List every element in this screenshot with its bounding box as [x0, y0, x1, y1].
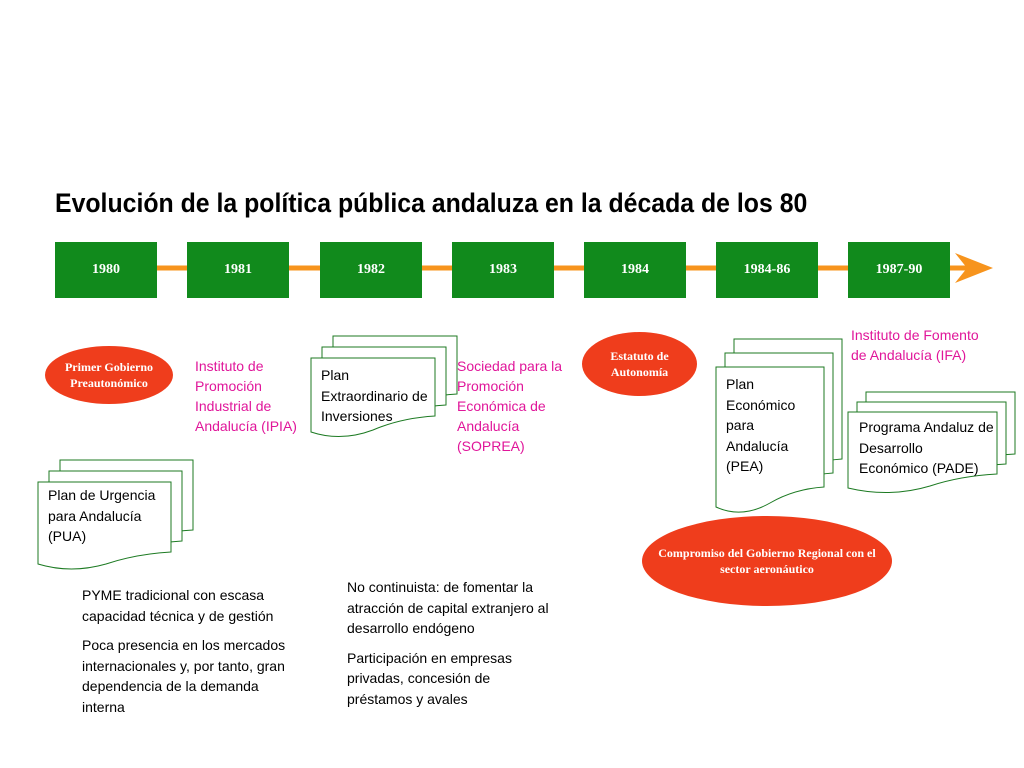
year-1984-86: 1984-86: [716, 242, 818, 298]
year-1982: 1982: [320, 242, 422, 298]
plan-pade: Programa Andaluz de Desarrollo Económico (PADE): [859, 419, 994, 476]
plan-extraordinario: Plan Extraordinario de Inversiones: [321, 367, 428, 424]
note-no-continuista: No continuista: de fomentar la atracción de capital extranjero al desarrollo endógeno: [347, 579, 549, 636]
institute-ifa: Instituto de Fomento de Andalucía (IFA): [851, 327, 979, 363]
note-pyme: PYME tradicional con escasa capacidad técnica y de gestión: [82, 587, 274, 624]
oval-primer-gobierno: Primer Gobierno Preautonómico: [45, 346, 173, 404]
notes-middle: [347, 577, 557, 718]
plan-pua: Plan de Urgencia para Andalucía (PUA): [48, 487, 156, 544]
year-1987-90: 1987-90: [848, 242, 950, 298]
institute-soprea: Sociedad para la Promoción Económica de Andalucía (SOPREA): [457, 358, 563, 454]
year-1980: 1980: [55, 242, 157, 298]
oval-compromiso: Compromiso del Gobierno Regional con el sector aeronáutico: [642, 516, 892, 606]
year-1981: 1981: [187, 242, 289, 298]
page-title: Evolución de la política pública andaluza en la década de los 80: [55, 188, 808, 218]
year-1983: 1983: [452, 242, 554, 298]
notes-left: [82, 585, 297, 726]
year-1984: 1984: [584, 242, 686, 298]
institute-ipia: Instituto de Promoción Industrial de Andalucía (IPIA): [195, 358, 297, 434]
oval-estatuto: Estatuto de Autonomía: [582, 332, 697, 396]
note-participacion: Participación en empresas privadas, concesión de préstamos y avales: [347, 649, 512, 707]
note-mercados: Poca presencia en los mercados internacionales y, por tanto, gran dependencia de la demanda interna: [82, 637, 286, 715]
plan-pea: Plan Económico para Andalucía (PEA): [726, 376, 796, 474]
